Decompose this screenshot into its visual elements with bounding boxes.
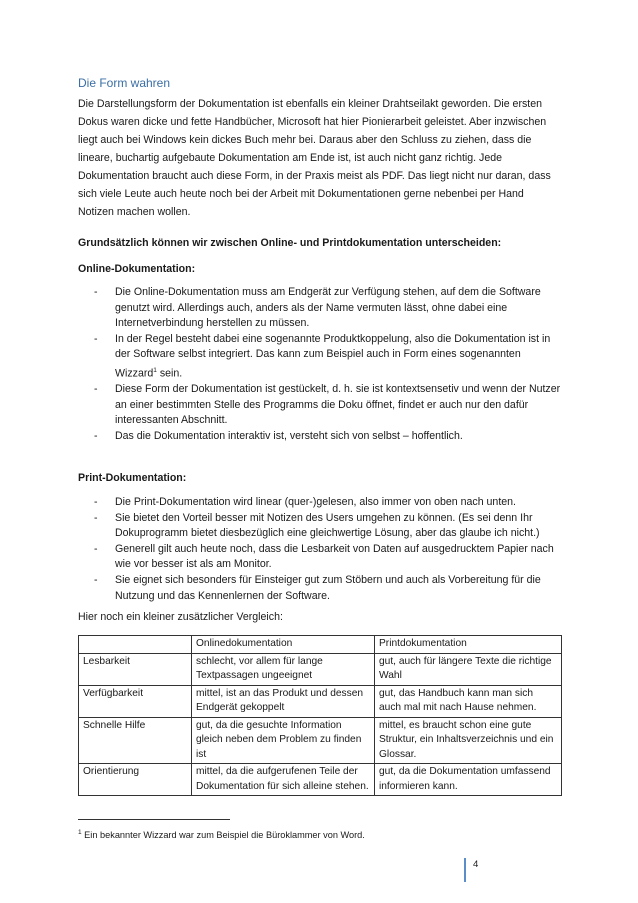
list-item: - Generell gilt auch heute noch, dass die Lesbarkeit von Daten auf ausgedrucktem Papier nach wie vor besser ist als am Monitor. — [78, 542, 562, 573]
table-cell: mittel, da die aufgerufenen Teile der Dokumentation für sich alleine stehen. — [192, 764, 375, 796]
table-cell: gut, das Handbuch kann man sich auch mal mit nach Hause nehmen. — [375, 685, 562, 717]
comparison-table — [78, 635, 562, 796]
footnote-divider — [78, 819, 230, 820]
print-heading: Print-Dokumentation: — [78, 472, 187, 484]
table-cell: mittel, es braucht schon eine gute Struktur, ein Inhaltsverzeichnis und ein Glossar. — [375, 717, 562, 764]
list-item: - Die Online-Dokumentation muss am Endgerät zur Verfügung stehen, auf dem die Software genutzt wird. Allerdings auch, anders als der Name vermuten lässt, ohne dabei eine Internetverbindung herstellen zu müssen. — [78, 285, 562, 332]
list-item: - Sie bietet den Vorteil besser mit Notizen des Users umgehen zu können. (Es sei denn Ihr Dokuprogramm bietet diesbezüglich eine gleichwertige Lösung, aber das glaube ich nicht.) — [78, 511, 562, 542]
table-row — [79, 685, 562, 717]
list-item: - Das die Dokumentation interaktiv ist, versteht sich von selbst – hoffentlich. — [78, 429, 562, 445]
table-header-row — [79, 636, 562, 654]
table-cell: gut, da die gesuchte Information gleich neben dem Problem zu finden ist — [192, 717, 375, 764]
list-item: - Sie eignet sich besonders für Einsteiger gut zum Stöbern und auch als Vorbereitung für die Nutzung und das Kennenlernen der Software. — [78, 573, 562, 604]
comparison-intro: Hier noch ein kleiner zusätzlicher Vergleich: — [78, 611, 283, 623]
table-cell: schlecht, vor allem für lange Textpassagen ungeeignet — [192, 653, 375, 685]
table-cell: gut, da die Dokumentation umfassend informieren kann. — [375, 764, 562, 796]
section-heading: Die Form wahren — [78, 76, 171, 90]
table-row — [79, 764, 562, 796]
table-cell: gut, auch für längere Texte die richtige Wahl — [375, 653, 562, 685]
print-list — [78, 495, 562, 604]
header-cell: Printdokumentation — [375, 636, 562, 654]
online-list — [78, 285, 562, 444]
footnote-text: Ein bekannter Wizzard war zum Beispiel die Büroklammer von Word. — [81, 830, 365, 841]
footnote-ref[interactable]: 1 — [153, 366, 157, 374]
list-item: - Diese Form der Dokumentation ist gestückelt, d. h. sie ist kontextsensetiv und wenn der Nutzer an einer bestimmten Stelle des Programms die Doku öffnet, findet er auch nur den dafür interessanten Abschnitt. — [78, 382, 562, 429]
online-heading: Online-Dokumentation: — [78, 263, 196, 275]
table-row — [79, 653, 562, 685]
header-cell: Onlinedokumentation — [192, 636, 375, 654]
table-row — [79, 717, 562, 764]
intro-paragraph: Die Darstellungsform der Dokumentation ist ebenfalls ein kleiner Drahtseilakt geworden. Die ersten Dokus waren dicke und fette Handbücher, Microsoft hat hier Pionierarbeit geleistet. Aber inzwischen liegt auch bei Windows kein dickes Buch mehr bei. Daraus aber den Schluss zu ziehen, dass die lineare, buchartig aufgebaute Dokumentation am Ende ist, ist auch nicht ganz richtig. Jede Dokumentation braucht auch diese Form, in der Praxis meist als PDF. Das liegt nicht nur daran, dass sich viele Leute auch heute noch bei der Arbeit mit Dokumentationen gerne nebenbei per Hand Notizen machen wollen. — [78, 98, 551, 218]
distinction-heading: Grundsätzlich können wir zwischen Online- und Printdokumentation unterscheiden: — [78, 237, 502, 249]
footnote — [78, 829, 365, 840]
page-number: 4 — [464, 858, 478, 882]
table-cell: mittel, ist an das Produkt und dessen Endgerät gekoppelt — [192, 685, 375, 717]
table-cell: Orientierung — [79, 764, 192, 796]
list-item: - In der Regel besteht dabei eine sogenannte Produktkoppelung, also die Dokumentation ist in der Software selbst integriert. Das kann zum Beispiel auch in Form eines sogenannten Wizzard$^1$ sein. — [78, 332, 562, 382]
table-cell: Lesbarkeit — [79, 653, 192, 685]
header-cell — [79, 636, 192, 654]
table-cell: Schnelle Hilfe — [79, 717, 192, 764]
footnote-number: 1 — [78, 829, 82, 836]
list-item: - Die Print-Dokumentation wird linear (quer-)gelesen, also immer von oben nach unten. — [78, 495, 562, 511]
table-cell: Verfügbarkeit — [79, 685, 192, 717]
